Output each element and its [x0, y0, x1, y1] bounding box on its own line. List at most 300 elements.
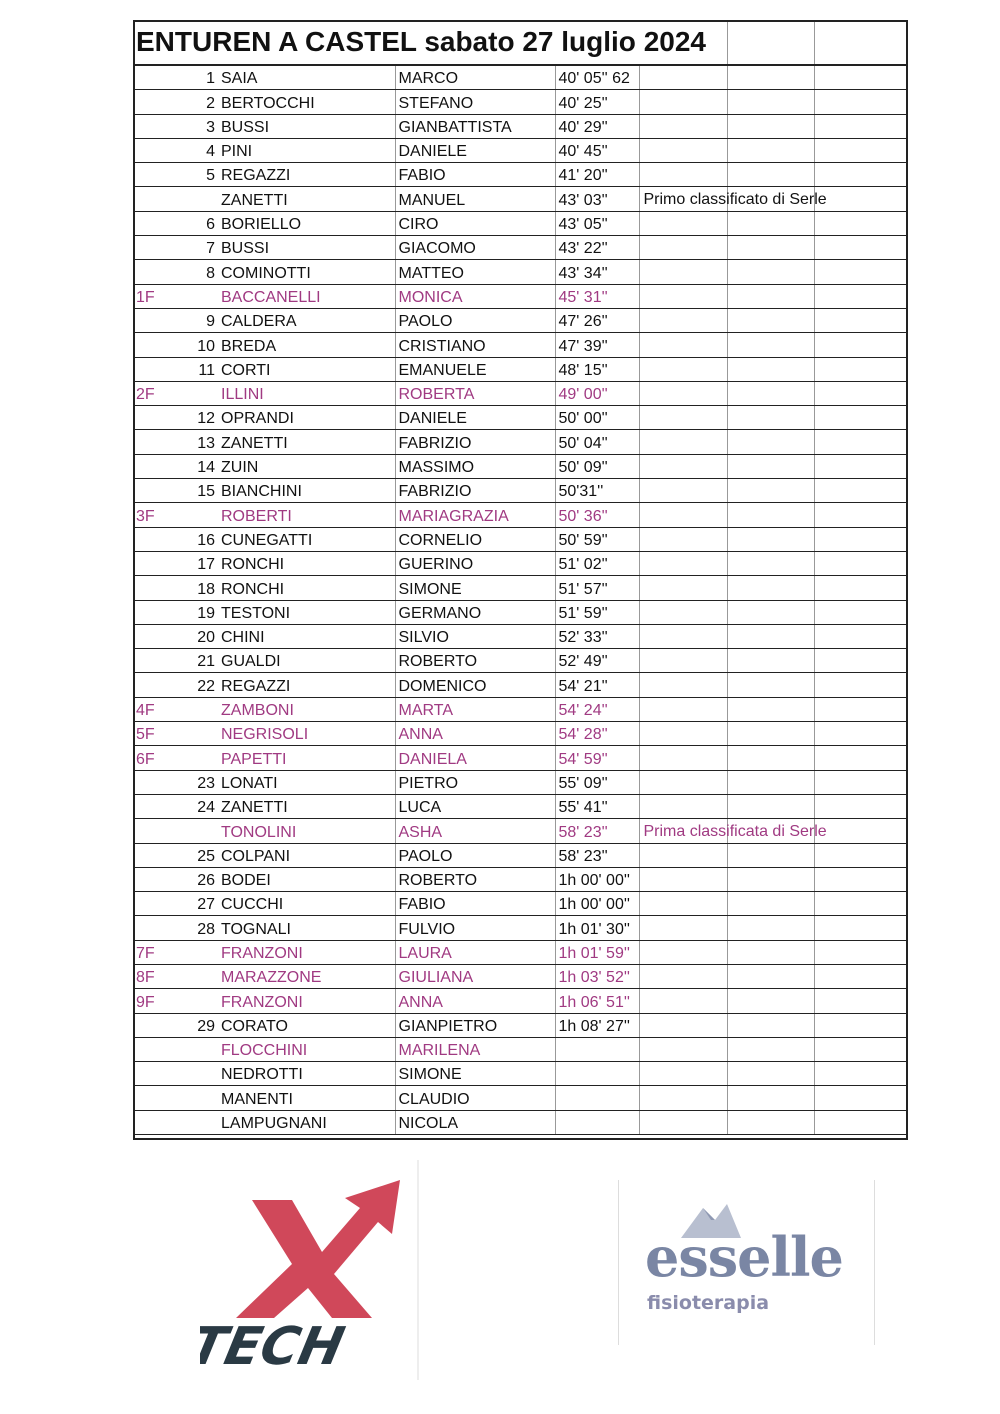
- note-cell: [639, 187, 827, 211]
- note-text: Prima classificata di Serle: [643, 822, 827, 840]
- note-cell: [639, 1062, 727, 1086]
- blank-cell: [814, 65, 906, 90]
- blank-cell: [727, 843, 814, 867]
- note-cell: [639, 163, 727, 187]
- name-cell: FULVIO: [395, 916, 555, 940]
- time-cell: 1h 01' 30'': [555, 916, 639, 940]
- blank-cell: [814, 843, 906, 867]
- blank-cell: [814, 867, 906, 891]
- blank-cell: [814, 722, 906, 746]
- note-cell: [639, 211, 727, 235]
- surname-cell: PINI: [218, 138, 395, 162]
- table-row: [133, 406, 906, 430]
- note-cell: [639, 333, 727, 357]
- position-cell: 22: [133, 673, 218, 697]
- name-cell: CLAUDIO: [395, 1086, 555, 1110]
- name-cell: MANUEL: [395, 187, 555, 211]
- note-cell: [639, 576, 727, 600]
- blank-cell: [727, 527, 814, 551]
- name-cell: ANNA: [395, 722, 555, 746]
- esselle-logo: [618, 1180, 875, 1345]
- blank-cell: [814, 527, 906, 551]
- blank-cell: [814, 211, 906, 235]
- position-cell: 13: [133, 430, 218, 454]
- note-cell: [639, 673, 727, 697]
- name-cell: CIRO: [395, 211, 555, 235]
- blank-cell: [727, 964, 814, 988]
- name-cell: DANIELE: [395, 138, 555, 162]
- position-cell: 2: [133, 90, 218, 114]
- time-cell: 43' 03'': [555, 187, 639, 211]
- time-cell: 55' 41'': [555, 794, 639, 818]
- surname-cell: TESTONI: [218, 600, 395, 624]
- blank-cell: [814, 163, 906, 187]
- position-cell: 5: [133, 163, 218, 187]
- time-cell: 1h 00' 00'': [555, 892, 639, 916]
- note-cell: [639, 916, 727, 940]
- position-cell: 4: [133, 138, 218, 162]
- table-row: [133, 138, 906, 162]
- surname-cell: SAIA: [218, 65, 395, 90]
- blank-cell: [727, 308, 814, 332]
- blank-cell: [727, 163, 814, 187]
- name-cell: FABIO: [395, 892, 555, 916]
- blank-cell: [727, 1013, 814, 1037]
- note-cell: [639, 430, 727, 454]
- blank-cell: [727, 454, 814, 478]
- blank-cell: [814, 187, 906, 211]
- table-row: [133, 770, 906, 794]
- table-row: [133, 916, 906, 940]
- time-cell: 50' 00'': [555, 406, 639, 430]
- time-cell: 40' 45'': [555, 138, 639, 162]
- note-cell: [639, 1110, 727, 1134]
- surname-cell: NEDROTTI: [218, 1062, 395, 1086]
- results-sheet: [133, 20, 906, 1135]
- blank-cell: [727, 357, 814, 381]
- table-row: [133, 163, 906, 187]
- surname-cell: REGAZZI: [218, 163, 395, 187]
- blank-cell: [727, 406, 814, 430]
- blank-cell: [814, 381, 906, 405]
- note-text: Primo classificato di Serle: [643, 190, 827, 208]
- time-cell: 50' 09'': [555, 454, 639, 478]
- note-cell: [639, 454, 727, 478]
- blank-cell: [727, 1110, 814, 1134]
- time-cell: 43' 34'': [555, 260, 639, 284]
- blank-cell: [814, 989, 906, 1013]
- surname-cell: ZANETTI: [218, 430, 395, 454]
- note-cell: [639, 746, 727, 770]
- surname-cell: BACCANELLI: [218, 284, 395, 308]
- blank-cell: [814, 673, 906, 697]
- note-cell: [639, 90, 727, 114]
- position-cell: 7: [133, 236, 218, 260]
- table-row: [133, 649, 906, 673]
- table-row: [133, 940, 906, 964]
- position-cell: 18: [133, 576, 218, 600]
- time-cell: 58' 23'': [555, 843, 639, 867]
- table-row: [133, 867, 906, 891]
- name-cell: NICOLA: [395, 1110, 555, 1134]
- name-cell: PAOLO: [395, 308, 555, 332]
- position-cell: 27: [133, 892, 218, 916]
- time-cell: 1h 03' 52'': [555, 964, 639, 988]
- name-cell: FABIO: [395, 163, 555, 187]
- note-cell: [639, 867, 727, 891]
- blank-cell: [814, 819, 906, 843]
- blank-cell: [727, 989, 814, 1013]
- surname-cell: REGAZZI: [218, 673, 395, 697]
- blank-cell: [814, 794, 906, 818]
- xtech-logo-text: TECH: [200, 1316, 350, 1377]
- position-cell: 3: [133, 114, 218, 138]
- position-cell: 14: [133, 454, 218, 478]
- esselle-logo-subtitle: fisioterapia: [647, 1292, 770, 1314]
- blank-cell: [727, 381, 814, 405]
- results-table: [133, 20, 907, 1135]
- name-cell: MARIAGRAZIA: [395, 503, 555, 527]
- time-cell: [555, 1037, 639, 1061]
- name-cell: GUERINO: [395, 551, 555, 575]
- position-cell: 24: [133, 794, 218, 818]
- blank-cell: [814, 600, 906, 624]
- time-cell: 1h 01' 59'': [555, 940, 639, 964]
- name-cell: DANIELA: [395, 746, 555, 770]
- blank-cell: [727, 624, 814, 648]
- time-cell: 54' 59'': [555, 746, 639, 770]
- position-cell: 16: [133, 527, 218, 551]
- time-cell: 45' 31'': [555, 284, 639, 308]
- surname-cell: LONATI: [218, 770, 395, 794]
- position-cell: 6F: [133, 746, 218, 770]
- name-cell: PIETRO: [395, 770, 555, 794]
- blank-cell: [727, 260, 814, 284]
- time-cell: 54' 21'': [555, 673, 639, 697]
- table-row: [133, 479, 906, 503]
- blank-cell: [727, 576, 814, 600]
- time-cell: 50' 36'': [555, 503, 639, 527]
- surname-cell: CALDERA: [218, 308, 395, 332]
- blank-cell: [814, 284, 906, 308]
- blank-cell: [814, 940, 906, 964]
- note-cell: [639, 964, 727, 988]
- table-row: [133, 114, 906, 138]
- blank-cell: [727, 1086, 814, 1110]
- title-blank-cell: [727, 20, 814, 65]
- name-cell: DANIELE: [395, 406, 555, 430]
- blank-cell: [814, 114, 906, 138]
- note-cell: [639, 406, 727, 430]
- position-cell: 17: [133, 551, 218, 575]
- name-cell: ANNA: [395, 989, 555, 1013]
- table-row: [133, 600, 906, 624]
- xtech-logo: [200, 1160, 420, 1380]
- blank-cell: [814, 1037, 906, 1061]
- table-row: [133, 697, 906, 721]
- position-cell: [133, 1037, 218, 1061]
- blank-cell: [727, 770, 814, 794]
- blank-cell: [727, 1062, 814, 1086]
- surname-cell: ILLINI: [218, 381, 395, 405]
- note-cell: [639, 308, 727, 332]
- name-cell: GIACOMO: [395, 236, 555, 260]
- note-cell: [639, 649, 727, 673]
- blank-cell: [814, 333, 906, 357]
- time-cell: 51' 59'': [555, 600, 639, 624]
- name-cell: SIMONE: [395, 1062, 555, 1086]
- surname-cell: BUSSI: [218, 114, 395, 138]
- time-cell: 51' 57'': [555, 576, 639, 600]
- esselle-logo-text: esselle: [645, 1225, 843, 1289]
- blank-cell: [814, 576, 906, 600]
- time-cell: 54' 28'': [555, 722, 639, 746]
- time-cell: 54' 24'': [555, 697, 639, 721]
- note-cell: [639, 114, 727, 138]
- name-cell: STEFANO: [395, 90, 555, 114]
- position-cell: 23: [133, 770, 218, 794]
- surname-cell: LAMPUGNANI: [218, 1110, 395, 1134]
- note-cell: [639, 697, 727, 721]
- position-cell: 12: [133, 406, 218, 430]
- surname-cell: NEGRISOLI: [218, 722, 395, 746]
- blank-cell: [814, 551, 906, 575]
- blank-cell: [814, 260, 906, 284]
- note-cell: [639, 1013, 727, 1037]
- table-row: [133, 90, 906, 114]
- note-cell: [639, 65, 727, 90]
- note-cell: [639, 843, 727, 867]
- time-cell: 48' 15'': [555, 357, 639, 381]
- position-cell: [133, 1062, 218, 1086]
- table-row: [133, 503, 906, 527]
- position-cell: [133, 1110, 218, 1134]
- title-blank-cell: [814, 20, 906, 65]
- name-cell: MARCO: [395, 65, 555, 90]
- position-cell: [133, 187, 218, 211]
- table-row: [133, 1110, 906, 1134]
- table-row: [133, 187, 906, 211]
- time-cell: [555, 1062, 639, 1086]
- xtech-logo-icon: [200, 1160, 420, 1380]
- surname-cell: TOGNALI: [218, 916, 395, 940]
- name-cell: MARILENA: [395, 1037, 555, 1061]
- note-cell: [639, 260, 727, 284]
- note-cell: [639, 381, 727, 405]
- blank-cell: [727, 892, 814, 916]
- blank-cell: [727, 114, 814, 138]
- position-cell: 9F: [133, 989, 218, 1013]
- table-row: [133, 551, 906, 575]
- table-row: [133, 308, 906, 332]
- table-row: [133, 284, 906, 308]
- surname-cell: PAPETTI: [218, 746, 395, 770]
- position-cell: [133, 819, 218, 843]
- table-row: [133, 527, 906, 551]
- position-cell: 26: [133, 867, 218, 891]
- surname-cell: ZANETTI: [218, 187, 395, 211]
- blank-cell: [814, 916, 906, 940]
- blank-cell: [727, 138, 814, 162]
- note-cell: [639, 722, 727, 746]
- blank-cell: [814, 746, 906, 770]
- table-row: [133, 211, 906, 235]
- surname-cell: FRANZONI: [218, 989, 395, 1013]
- blank-cell: [727, 867, 814, 891]
- blank-cell: [814, 964, 906, 988]
- table-row: [133, 1037, 906, 1061]
- time-cell: 52' 49'': [555, 649, 639, 673]
- time-cell: 47' 39'': [555, 333, 639, 357]
- surname-cell: ROBERTI: [218, 503, 395, 527]
- blank-cell: [814, 1013, 906, 1037]
- blank-cell: [727, 479, 814, 503]
- surname-cell: CORTI: [218, 357, 395, 381]
- name-cell: FABRIZIO: [395, 430, 555, 454]
- blank-cell: [727, 649, 814, 673]
- blank-cell: [814, 430, 906, 454]
- blank-cell: [814, 770, 906, 794]
- time-cell: 40' 05'' 62: [555, 65, 639, 90]
- name-cell: LAURA: [395, 940, 555, 964]
- time-cell: 40' 29'': [555, 114, 639, 138]
- time-cell: 1h 00' 00'': [555, 867, 639, 891]
- blank-cell: [727, 940, 814, 964]
- position-cell: 6: [133, 211, 218, 235]
- table-row: [133, 430, 906, 454]
- position-cell: 2F: [133, 381, 218, 405]
- blank-cell: [727, 90, 814, 114]
- blank-cell: [814, 406, 906, 430]
- position-cell: 1F: [133, 284, 218, 308]
- position-cell: 7F: [133, 940, 218, 964]
- blank-cell: [814, 479, 906, 503]
- table-row: [133, 1013, 906, 1037]
- table-row: [133, 964, 906, 988]
- surname-cell: MANENTI: [218, 1086, 395, 1110]
- surname-cell: COMINOTTI: [218, 260, 395, 284]
- surname-cell: ZAMBONI: [218, 697, 395, 721]
- table-row: [133, 722, 906, 746]
- blank-cell: [814, 236, 906, 260]
- page-title: ENTUREN A CASTEL sabato 27 luglio 2024: [133, 20, 727, 65]
- table-row: [133, 260, 906, 284]
- name-cell: SILVIO: [395, 624, 555, 648]
- time-cell: 43' 05'': [555, 211, 639, 235]
- name-cell: EMANUELE: [395, 357, 555, 381]
- table-row: [133, 819, 906, 843]
- blank-cell: [814, 454, 906, 478]
- note-cell: [639, 236, 727, 260]
- time-cell: 50' 04'': [555, 430, 639, 454]
- time-cell: 51' 02'': [555, 551, 639, 575]
- position-cell: 11: [133, 357, 218, 381]
- table-row: [133, 381, 906, 405]
- position-cell: 25: [133, 843, 218, 867]
- name-cell: SIMONE: [395, 576, 555, 600]
- table-row: [133, 1062, 906, 1086]
- note-cell: [639, 989, 727, 1013]
- position-cell: 20: [133, 624, 218, 648]
- position-cell: 9: [133, 308, 218, 332]
- blank-cell: [727, 722, 814, 746]
- note-cell: [639, 794, 727, 818]
- position-cell: 10: [133, 333, 218, 357]
- time-cell: 49' 00'': [555, 381, 639, 405]
- blank-cell: [727, 673, 814, 697]
- surname-cell: CUNEGATTI: [218, 527, 395, 551]
- table-row: [133, 989, 906, 1013]
- blank-cell: [727, 600, 814, 624]
- table-row: [133, 624, 906, 648]
- surname-cell: BUSSI: [218, 236, 395, 260]
- blank-cell: [727, 551, 814, 575]
- name-cell: ASHA: [395, 819, 555, 843]
- name-cell: DOMENICO: [395, 673, 555, 697]
- table-row: [133, 236, 906, 260]
- name-cell: FABRIZIO: [395, 479, 555, 503]
- surname-cell: BERTOCCHI: [218, 90, 395, 114]
- position-cell: 29: [133, 1013, 218, 1037]
- name-cell: GERMANO: [395, 600, 555, 624]
- blank-cell: [727, 333, 814, 357]
- surname-cell: COLPANI: [218, 843, 395, 867]
- surname-cell: BODEI: [218, 867, 395, 891]
- name-cell: ROBERTA: [395, 381, 555, 405]
- surname-cell: BREDA: [218, 333, 395, 357]
- blank-cell: [814, 624, 906, 648]
- table-row: [133, 843, 906, 867]
- blank-cell: [727, 794, 814, 818]
- time-cell: 47' 26'': [555, 308, 639, 332]
- blank-cell: [814, 697, 906, 721]
- time-cell: 1h 06' 51'': [555, 989, 639, 1013]
- table-row: [133, 65, 906, 90]
- note-cell: [639, 1037, 727, 1061]
- note-cell: [639, 770, 727, 794]
- name-cell: PAOLO: [395, 843, 555, 867]
- position-cell: 5F: [133, 722, 218, 746]
- name-cell: ROBERTO: [395, 649, 555, 673]
- position-cell: 3F: [133, 503, 218, 527]
- position-cell: 4F: [133, 697, 218, 721]
- blank-cell: [727, 430, 814, 454]
- position-cell: 19: [133, 600, 218, 624]
- note-cell: [639, 892, 727, 916]
- note-cell: [639, 1086, 727, 1110]
- surname-cell: BORIELLO: [218, 211, 395, 235]
- time-cell: 41' 20'': [555, 163, 639, 187]
- table-row: [133, 357, 906, 381]
- position-cell: [133, 1086, 218, 1110]
- blank-cell: [814, 1110, 906, 1134]
- blank-cell: [814, 308, 906, 332]
- blank-cell: [814, 649, 906, 673]
- blank-cell: [814, 503, 906, 527]
- table-row: [133, 794, 906, 818]
- position-cell: 1: [133, 65, 218, 90]
- name-cell: MATTEO: [395, 260, 555, 284]
- note-cell: [639, 551, 727, 575]
- table-row: [133, 333, 906, 357]
- blank-cell: [727, 1037, 814, 1061]
- note-cell: [639, 940, 727, 964]
- name-cell: MONICA: [395, 284, 555, 308]
- name-cell: MASSIMO: [395, 454, 555, 478]
- blank-cell: [727, 236, 814, 260]
- name-cell: CRISTIANO: [395, 333, 555, 357]
- surname-cell: FRANZONI: [218, 940, 395, 964]
